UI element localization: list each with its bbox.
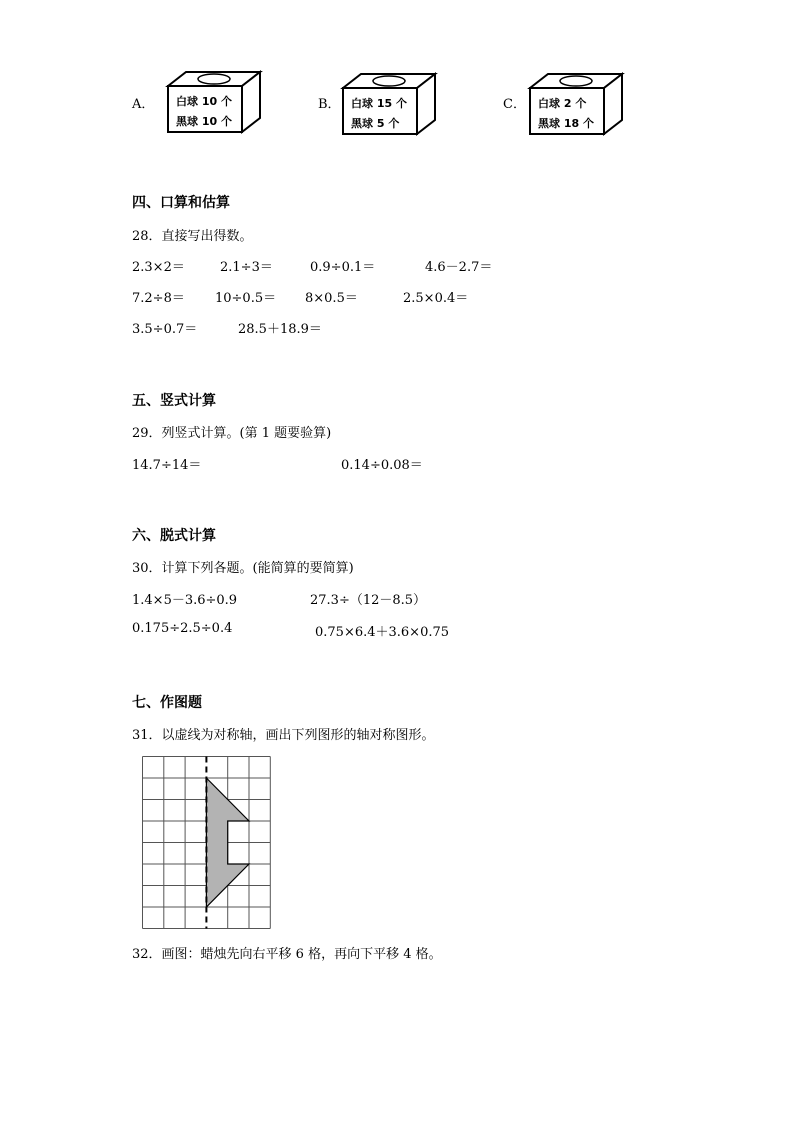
- section7-heading: 七、作图题: [132, 695, 202, 711]
- option-b-letter: B．: [318, 97, 341, 112]
- q28-item: 2.5×0.4＝: [403, 291, 469, 306]
- q28-item: 4.6－2.7＝: [425, 260, 493, 275]
- q28-item: 0.9÷0.1＝: [310, 260, 376, 275]
- q28-prompt: 28．直接写出得数。: [132, 229, 253, 244]
- option-a-line2: 黑球 10 个: [176, 115, 232, 128]
- symmetry-grid: [142, 756, 272, 930]
- q28-item: 8×0.5＝: [305, 291, 358, 306]
- option-b-line1: 白球 15 个: [351, 97, 407, 110]
- ball-box-c-icon: [528, 70, 628, 140]
- section4-heading: 四、口算和估算: [132, 195, 230, 211]
- q32-prompt: 32．画图：蜡烛先向右平移 6 格，再向下平移 4 格。: [132, 947, 442, 962]
- q28-item: 2.1÷3＝: [220, 260, 273, 275]
- q28-item: 7.2÷8＝: [132, 291, 185, 306]
- option-c-line1: 白球 2 个: [538, 97, 587, 110]
- option-b-line2: 黑球 5 个: [351, 117, 400, 130]
- q28-item: 2.3×2＝: [132, 260, 185, 275]
- q30-item: 1.4×5－3.6÷0.9: [132, 593, 238, 608]
- option-a-line1: 白球 10 个: [176, 95, 232, 108]
- q29-item: 0.14÷0.08＝: [341, 458, 423, 473]
- section5-heading: 五、竖式计算: [132, 393, 216, 409]
- q29-item: 14.7÷14＝: [132, 458, 202, 473]
- q30-prompt: 30．计算下列各题。(能简算的要简算): [132, 561, 354, 576]
- ball-box-a-icon: [166, 68, 266, 138]
- q28-item: 28.5＋18.9＝: [238, 322, 322, 337]
- q28-item: 3.5÷0.7＝: [132, 322, 198, 337]
- option-c-letter: C．: [503, 97, 526, 112]
- ball-box-b-icon: [341, 70, 441, 140]
- q31-prompt: 31．以虚线为对称轴，画出下列图形的轴对称图形。: [132, 728, 435, 743]
- q30-item: 0.175÷2.5÷0.4: [132, 621, 233, 636]
- q30-item: 27.3÷（12－8.5）: [310, 593, 427, 608]
- q28-item: 10÷0.5＝: [215, 291, 277, 306]
- option-c-line2: 黑球 18 个: [538, 117, 594, 130]
- section6-heading: 六、脱式计算: [132, 528, 216, 544]
- option-a-letter: A．: [132, 97, 155, 112]
- q30-item: 0.75×6.4＋3.6×0.75: [315, 625, 450, 640]
- q29-prompt: 29．列竖式计算。(第 1 题要验算): [132, 426, 332, 441]
